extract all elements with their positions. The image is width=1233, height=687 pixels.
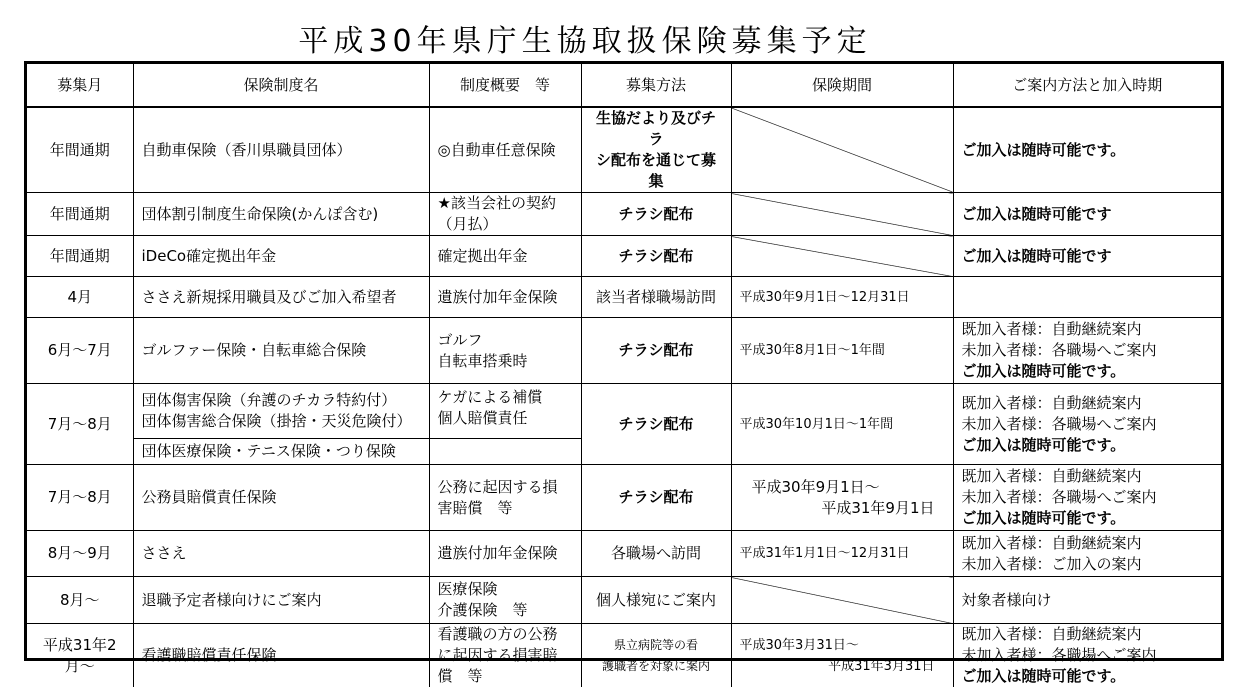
summary-line: 自転車搭乗時 [438,351,573,372]
guide-line: 既加入者様：自動継続案内 [962,319,1214,340]
name-cell: 公務員賠償責任保険 [133,465,429,531]
guide-line: 既加入者様：自動継続案内 [962,624,1214,645]
period-line: 平成31年3月31日 [740,656,945,677]
summary-line: 確定拠出年金 [438,246,573,267]
name-cell: ささえ [133,531,429,577]
period-line: 平成30年8月1日～1年間 [740,340,945,361]
name-cell: 団体割引制度生命保険(かんぽ含む) [133,193,429,236]
header-period: 保険期間 [731,64,953,107]
name-line: 団体傷害総合保険（掛捨・天災危険付） [142,411,421,432]
month-cell: 6月～7月 [27,318,133,384]
summary-line: 害賠償 等 [438,498,573,519]
name-cell: 看護職賠償責任保険 [133,624,429,687]
guide-line: 対象者様向け [962,590,1214,611]
header-row [27,64,1221,107]
table-row [27,577,1221,624]
name-line: 団体傷害保険（弁護のチカラ特約付） [142,390,421,411]
month-cell: 7月～8月 [27,465,133,531]
period-line: 平成30年9月1日～ [740,477,945,498]
method-line: チラシ配布 [590,204,723,225]
summary-line: 遺族付加年金保険 [438,543,573,564]
method-line: チラシ配布 [590,246,723,267]
guide-cell [953,531,1221,577]
table-row [27,318,1221,384]
summary-line: 公務に起因する損 [438,477,573,498]
month-cell: 4月 [27,277,133,318]
guide-line: ご加入は随時可能です。 [962,508,1214,529]
header-month: 募集月 [27,64,133,107]
period-cell [731,277,953,318]
table-row [27,277,1221,318]
period-line: 平成30年3月31日～ [740,635,945,656]
name-cell: 団体医療保険・テニス保険・つり保険 [133,439,429,465]
method-line: 護職者を対象に案内 [590,656,723,677]
guide-line: 未加入者様：各職場へご案内 [962,645,1214,666]
method-line: シ配布を通じて募集 [590,150,723,192]
period-line: 平成31年1月1日～12月31日 [740,543,945,564]
table-row [27,193,1221,236]
period-line: 平成31年9月1日 [740,498,945,519]
guide-line: ご加入は随時可能です。 [962,140,1214,161]
summary-cell [429,624,581,687]
table-row [27,624,1221,687]
name-cell [133,384,429,439]
method-cell [581,193,731,236]
month-cell: 年間通期 [27,107,133,193]
method-line: チラシ配布 [590,340,723,361]
month-cell: 8月～9月 [27,531,133,577]
summary-line: 介護保険 等 [438,600,573,621]
method-cell [581,624,731,687]
name-cell: 退職予定者様向けにご案内 [133,577,429,624]
name-cell: ささえ新規採用職員及びご加入希望者 [133,277,429,318]
guide-cell [953,318,1221,384]
guide-line: 未加入者様：各職場へご案内 [962,340,1214,361]
month-cell: 年間通期 [27,193,133,236]
summary-cell [429,277,581,318]
summary-line: 遺族付加年金保険 [438,287,573,308]
guide-line: 未加入者様：各職場へご案内 [962,414,1214,435]
summary-line: 個人賠償責任 [438,408,573,429]
method-cell [581,277,731,318]
guide-line: 未加入者様：ご加入の案内 [962,554,1214,575]
method-line: 生協だより及びチラ [590,108,723,150]
method-line: 各職場へ訪問 [590,543,723,564]
summary-line: ◎自動車任意保険 [438,140,573,161]
method-cell [581,531,731,577]
period-cell [731,318,953,384]
summary-cell [429,318,581,384]
guide-line: 既加入者様：自動継続案内 [962,466,1214,487]
header-guide: ご案内方法と加入時期 [953,64,1221,107]
period-cell [731,531,953,577]
summary-line: に起因する損害賠 [438,645,573,666]
summary-line: ゴルフ [438,330,573,351]
method-cell [581,465,731,531]
period-cell-empty [731,236,953,277]
name-cell: iDeCo確定拠出年金 [133,236,429,277]
period-cell [731,624,953,687]
month-line: 平成31年2 [35,635,125,656]
guide-cell [953,384,1221,465]
name-cell: ゴルファー保険・自転車総合保険 [133,318,429,384]
guide-cell-empty [953,277,1221,318]
guide-cell [953,465,1221,531]
month-line: 月～ [35,656,125,677]
guide-line: ご加入は随時可能です。 [962,361,1214,382]
table-row [27,531,1221,577]
summary-cell [429,531,581,577]
header-summary: 制度概要 等 [429,64,581,107]
table-row [27,236,1221,277]
guide-cell [953,107,1221,193]
page-title: 平成30年県庁生協取扱保険募集予定 [0,22,1170,62]
period-cell-empty [731,577,953,624]
header-name: 保険制度名 [133,64,429,107]
period-line: 平成30年9月1日～12月31日 [740,287,945,308]
guide-line: 既加入者様：自動継続案内 [962,393,1214,414]
guide-line: ご加入は随時可能です [962,246,1214,267]
method-cell [581,577,731,624]
month-cell [27,624,133,687]
table-row [27,384,1221,439]
insurance-schedule-table [27,64,1221,687]
method-cell [581,236,731,277]
summary-cell [429,577,581,624]
summary-cell [429,236,581,277]
table-row [27,465,1221,531]
method-cell [581,318,731,384]
period-cell [731,384,953,465]
guide-line: ご加入は随時可能です [962,204,1214,225]
period-cell-empty [731,193,953,236]
summary-line: 医療保険 [438,579,573,600]
guide-cell [953,624,1221,687]
summary-line: （月払） [438,214,573,235]
summary-cell [429,384,581,439]
guide-line: 未加入者様：各職場へご案内 [962,487,1214,508]
guide-cell [953,577,1221,624]
method-cell [581,107,731,193]
method-line: 県立病院等の看 [590,635,723,656]
summary-line: ケガによる補償 [438,387,573,408]
period-cell-empty [731,107,953,193]
period-line: 平成30年10月1日～1年間 [740,414,945,435]
summary-cell [429,465,581,531]
summary-cell-empty [429,439,581,465]
summary-cell [429,193,581,236]
name-cell: 自動車保険（香川県職員団体） [133,107,429,193]
guide-cell [953,193,1221,236]
method-line: チラシ配布 [590,487,723,508]
guide-line: ご加入は随時可能です。 [962,666,1214,687]
guide-line: ご加入は随時可能です。 [962,435,1214,456]
summary-line: 看護職の方の公務 [438,624,573,645]
month-cell: 8月～ [27,577,133,624]
table-row [27,107,1221,193]
summary-cell [429,107,581,193]
method-line: 個人様宛にご案内 [590,590,723,611]
summary-line: 償 等 [438,666,573,687]
summary-line: ★該当会社の契約 [438,193,573,214]
schedule-table-frame [24,61,1224,661]
period-cell [731,465,953,531]
method-line: チラシ配布 [590,414,723,435]
header-method: 募集方法 [581,64,731,107]
method-line: 該当者様職場訪問 [590,287,723,308]
month-cell: 年間通期 [27,236,133,277]
method-cell [581,384,731,465]
guide-cell [953,236,1221,277]
guide-line: 既加入者様：自動継続案内 [962,533,1214,554]
month-cell: 7月～8月 [27,384,133,465]
